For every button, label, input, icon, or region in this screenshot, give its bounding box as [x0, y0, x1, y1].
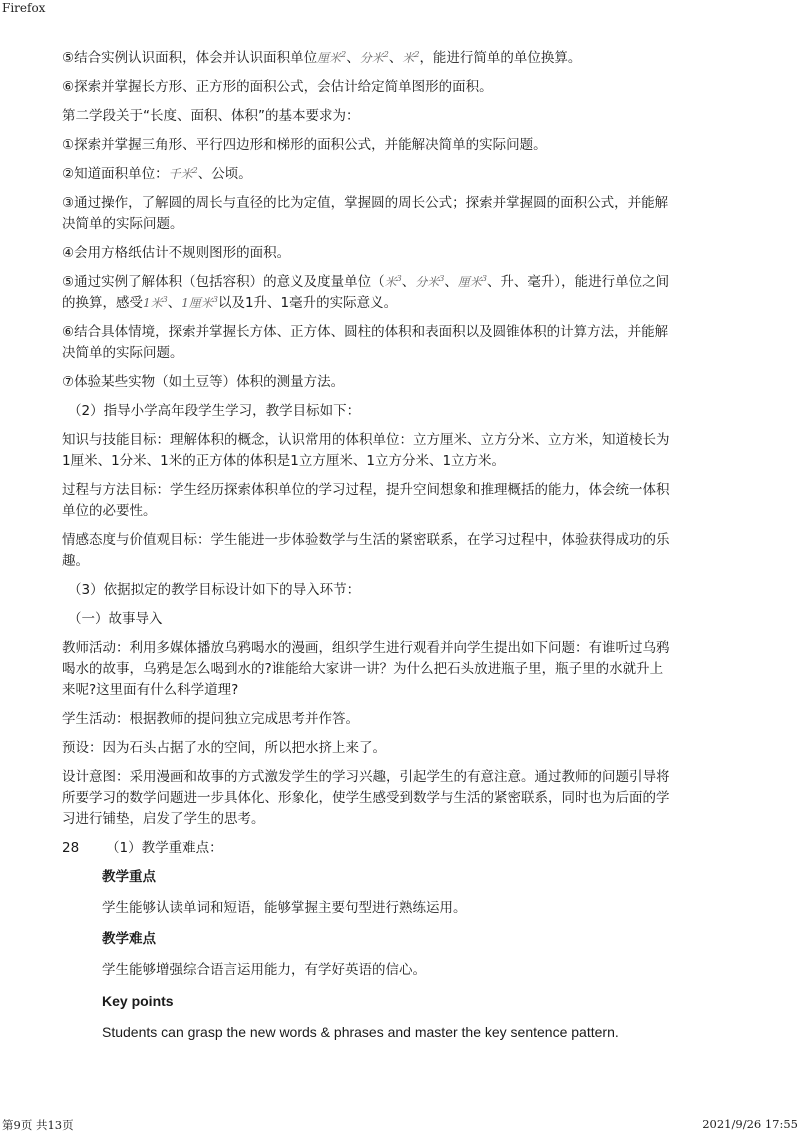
guide-3-heading: （3）依据拟定的教学目标设计如下的导入环节： — [68, 582, 361, 598]
guide-2-heading: （2）指导小学高年段学生学习，教学目标如下： — [68, 403, 361, 419]
document-body — [62, 48, 674, 1053]
page-counter: 第9页 共13页 — [2, 1118, 74, 1132]
difficulty-heading: 教学难点 — [102, 931, 156, 947]
unit-one-cubic-centimeter: 1厘米$^3$ — [181, 295, 218, 310]
focus-heading: 教学重点 — [102, 869, 156, 885]
stage2-item-2: ②知道面积单位：千米$^2$、公顷。 — [62, 166, 252, 182]
stage2-item-5: ⑤通过实例了解体积（包括容积）的意义及度量单位（米$^3$、分米$^3$、厘米$^3$、升、毫升），能进行单位之间的换算，感受1米$^3$、1厘米$^3$以及1升、1毫升的实际意义。 — [62, 274, 670, 311]
print-timestamp: 2021/9/26 17:55 — [702, 1117, 798, 1131]
teacher-activity: 教师活动：利用多媒体播放乌鸦喝水的漫画，组织学生进行观看并向学生提出如下问题：有谁听过乌鸦喝水的故事，乌鸦是怎么喝到水的?谁能给大家讲一讲？为什么把石头放进瓶子里，瓶子里的水就升上来呢?这里面有什么科学道理? — [62, 640, 670, 698]
item-6-rectangle-area: ⑥探索并掌握长方形、正方形的面积公式，会估计给定简单图形的面积。 — [62, 79, 493, 95]
stage2-item-7: ⑦体验某些实物（如土豆等）体积的测量方法。 — [62, 374, 345, 390]
item-text: ，能进行简单的单位换算。 — [419, 50, 582, 66]
stage2-item-1: ①探索并掌握三角形、平行四边形和梯形的面积公式，并能解决简单的实际问题。 — [62, 137, 547, 153]
browser-title: Firefox — [2, 1, 46, 15]
intro-title: （一）故事导入 — [68, 611, 163, 627]
unit-square-centimeter: 厘米$^2$ — [317, 50, 347, 65]
key-points-text: Students can grasp the new words & phrases and master the key sentence pattern. — [102, 1024, 619, 1040]
unit-cubic-decimeter: 分米$^3$ — [415, 274, 445, 289]
difficulty-text: 学生能够增强综合语言运用能力，有学好英语的信心。 — [102, 962, 426, 978]
item-text: ⑤结合实例认识面积，体会并认识面积单位 — [62, 50, 318, 66]
goal-process: 过程与方法目标：学生经历探索体积单位的学习过程，提升空间想象和推理概括的能力，体会统一体积单位的必要性。 — [62, 482, 670, 519]
stage2-item-6: ⑥结合具体情境，探索并掌握长方体、正方体、圆柱的体积和表面积以及圆锥体积的计算方法，并能解决简单的实际问题。 — [62, 324, 669, 361]
stage2-item-3: ③通过操作，了解圆的周长与直径的比为定值，掌握圆的周长公式；探索并掌握圆的面积公式，并能解决简单的实际问题。 — [62, 195, 669, 232]
question-title: （1）教学重难点： — [106, 840, 223, 856]
item-5-area-units: ⑤结合实例认识面积，体会并认识面积单位厘米$^2$、分米$^2$、米$^2$，能进行简单的单位换算。 — [62, 50, 582, 66]
unit-square-meter: 米$^2$ — [402, 50, 420, 65]
focus-text: 学生能够认读单词和短语，能够掌握主要句型进行熟练运用。 — [102, 900, 467, 916]
key-points-heading: Key points — [102, 993, 174, 1009]
answer-block — [102, 867, 674, 1043]
goal-emotion: 情感态度与价值观目标：学生能进一步体验数学与生活的紧密联系，在学习过程中，体验获得成功的乐趣。 — [62, 532, 670, 569]
unit-square-kilometer: 千米$^2$ — [168, 166, 198, 181]
unit-one-cubic-meter: 1米$^3$ — [143, 295, 168, 310]
unit-square-decimeter: 分米$^2$ — [359, 50, 389, 65]
goal-knowledge: 知识与技能目标：理解体积的概念，认识常用的体积单位：立方厘米、立方分米、立方米，知道棱长为1厘米、1分米、1米的正方体的体积是1立方厘米、1立方分米、1立方米。 — [62, 432, 670, 469]
preset-answer: 预设：因为石头占据了水的空间，所以把水挤上来了。 — [62, 740, 386, 756]
unit-cubic-centimeter: 厘米$^3$ — [457, 274, 487, 289]
design-intent: 设计意图：采用漫画和故事的方式激发学生的学习兴趣，引起学生的有意注意。通过教师的问题引导将所要学习的数学问题进一步具体化、形象化，使学生感受到数学与生活的紧密联系，同时也为后面的学习进行铺垫，启发了学生的思考。 — [62, 769, 670, 827]
stage2-title: 第二学段关于“长度、面积、体积”的基本要求为： — [62, 108, 360, 124]
question-28 — [62, 838, 674, 859]
stage2-item-4: ④会用方格纸估计不规则图形的面积。 — [62, 245, 291, 261]
student-activity: 学生活动：根据教师的提问独立完成思考并作答。 — [62, 711, 359, 727]
question-number: 28 — [62, 840, 80, 856]
unit-cubic-meter: 米$^3$ — [384, 274, 402, 289]
